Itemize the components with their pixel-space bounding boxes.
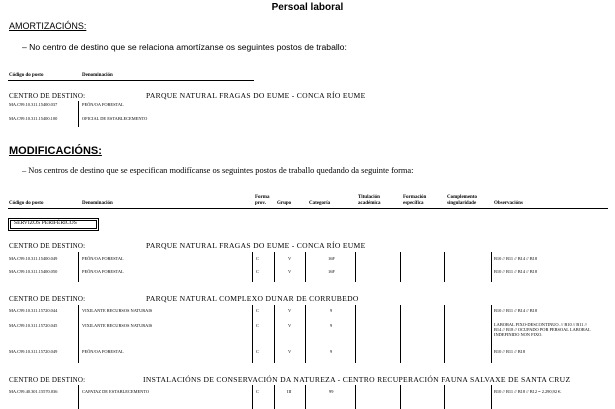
servizos-label: SERVIZOS PERIFÉRICOS bbox=[14, 220, 77, 226]
row-name: PEÓN/OA FORESTAL bbox=[82, 269, 124, 274]
row-categoria: 9 bbox=[330, 323, 333, 328]
row-code: MA.C99.10.311.15720.045 bbox=[9, 323, 58, 328]
row-observacions: B10 // B11 // B14 // B18 bbox=[494, 308, 538, 313]
mod-header-formacion bbox=[403, 195, 426, 207]
row-categoria: 9 bbox=[330, 308, 333, 313]
amort-centre-label: CENTRO DE DESTINO: bbox=[9, 92, 86, 100]
row-categoria: 16F bbox=[328, 269, 335, 274]
row-divider bbox=[400, 252, 401, 282]
row-divider bbox=[444, 305, 445, 363]
row-name: PEÓN/OA FORESTAL bbox=[82, 349, 124, 354]
mod-header-titulacion bbox=[358, 195, 381, 207]
row-divider bbox=[252, 385, 253, 409]
row-divider bbox=[78, 385, 79, 409]
amort-row-code: MA.C99.10.311.15400.037 bbox=[9, 102, 58, 107]
centre-label: CENTRO DE DESTINO: bbox=[9, 242, 86, 250]
row-forma: C bbox=[256, 349, 259, 354]
mod-header-grupo: Grupo bbox=[277, 201, 292, 206]
row-divider bbox=[305, 385, 306, 409]
amort-row-name: OFICIAL DE ESTABLECEMENTO bbox=[82, 116, 148, 121]
mod-header-complemento-line1: Complemento bbox=[447, 195, 477, 200]
row-observacions: B10 // B11 // B18 // B12 = 2.290,92 €. bbox=[494, 389, 562, 394]
row-name: VIXILANTE RECURSOS NATURAIS bbox=[82, 308, 153, 313]
centre-name: PARQUE NATURAL COMPLEXO DUNAR DE CORRUBEDO bbox=[146, 294, 359, 303]
row-grupo: V bbox=[288, 349, 292, 354]
centre-label: CENTRO DE DESTINO: bbox=[9, 376, 86, 384]
row-grupo: V bbox=[288, 269, 292, 274]
row-divider bbox=[252, 305, 253, 363]
mod-header-complemento-line2: singularidade bbox=[447, 201, 477, 206]
row-observacions: B10 // B11 // B14 // B18 bbox=[494, 269, 538, 274]
amortizacions-heading: AMORTIZACIÓNS: bbox=[9, 21, 87, 31]
amortizacions-intro: – No centro de destino que se relaciona amortízanse os seguintes postos de traballo: bbox=[22, 42, 347, 52]
row-divider bbox=[491, 252, 492, 282]
row-divider bbox=[305, 305, 306, 363]
row-divider bbox=[305, 252, 306, 282]
row-code: MA.C99.10.311.15400.049 bbox=[9, 256, 58, 261]
row-grupo: V bbox=[288, 256, 292, 261]
row-forma: C bbox=[256, 323, 259, 328]
row-divider bbox=[491, 385, 492, 409]
row-observacions: B10 // B11 // B18 bbox=[494, 349, 526, 354]
row-divider bbox=[78, 252, 79, 282]
row-grupo: III bbox=[287, 389, 292, 394]
row-divider bbox=[400, 385, 401, 409]
row-divider bbox=[355, 305, 356, 363]
row-divider bbox=[274, 252, 275, 282]
centre-name: PARQUE NATURAL FRAGAS DO EUME - CONCA RÍO EUME bbox=[146, 241, 366, 250]
row-divider bbox=[274, 305, 275, 363]
mod-header-code: Código do posto bbox=[9, 201, 44, 206]
mod-header-name: Denominación bbox=[82, 201, 113, 206]
row-divider bbox=[78, 305, 79, 363]
amort-centre-name: PARQUE NATURAL FRAGAS DO EUME - CONCA RÍO EUME bbox=[146, 91, 366, 100]
mod-header-forma bbox=[255, 195, 269, 207]
mod-header-rule bbox=[8, 208, 608, 209]
mod-header-titulacion-line1: Titulación bbox=[358, 195, 380, 200]
mod-header-forma-line1: Forma bbox=[255, 195, 270, 200]
row-code: MA.C99.10.311.15720.044 bbox=[9, 308, 58, 313]
mod-header-forma-line2: prov. bbox=[255, 201, 266, 206]
modificacions-intro: – Nos centros de destino que se especifican modifícanse os seguintes postos de traballo quedando da seguinte forma: bbox=[22, 166, 414, 175]
page-title: Persoal laboral bbox=[271, 2, 344, 13]
amort-divider bbox=[78, 101, 79, 127]
row-observacions: LABORAL FIXO-DESCONTINUO. // B10 // B11 // B14 // B18 // OCUPADO POR PERSOAL LABORAL INDEFINIDO NON FIXO. bbox=[494, 322, 591, 338]
row-grupo: V bbox=[288, 308, 292, 313]
mod-header-formacion-line1: Formación bbox=[403, 195, 427, 200]
mod-header-observacions: Observacións bbox=[494, 201, 523, 206]
row-name: PEÓN/OA FORESTAL bbox=[82, 256, 124, 261]
row-forma: C bbox=[256, 308, 259, 313]
amort-header-name: Denominación bbox=[82, 73, 113, 78]
row-divider bbox=[444, 385, 445, 409]
amort-row-code: MA.C99.10.311.15400.100 bbox=[9, 116, 58, 121]
row-divider bbox=[355, 252, 356, 282]
mod-header-categoria: Categoría bbox=[309, 201, 331, 206]
amort-header-code: Código do posto bbox=[9, 73, 44, 78]
row-name: CAPATAZ DE ESTABLECEMENTO bbox=[82, 389, 150, 394]
row-forma: C bbox=[256, 256, 259, 261]
row-forma: C bbox=[256, 389, 259, 394]
row-forma: C bbox=[256, 269, 259, 274]
row-observacions: B10 // B11 // B14 // B18 bbox=[494, 256, 538, 261]
row-categoria: 99 bbox=[329, 389, 334, 394]
mod-header-formacion-line2: específica bbox=[403, 201, 424, 206]
row-divider bbox=[444, 252, 445, 282]
row-categoria: 16F bbox=[328, 256, 335, 261]
row-name: VIXILANTE RECURSOS NATURAIS bbox=[82, 323, 153, 328]
row-categoria: 9 bbox=[330, 349, 333, 354]
row-divider bbox=[252, 252, 253, 282]
modificacions-heading: MODIFICACIÓNS: bbox=[9, 145, 102, 157]
centre-name: INSTALACIÓNS DE CONSERVACIÓN DA NATUREZA - CENTRO RECUPERACIÓN FAUNA SALVAXE DE SANTA CRUZ bbox=[143, 375, 571, 384]
row-divider bbox=[355, 385, 356, 409]
row-code: MA.C99.10.311.15400.050 bbox=[9, 269, 58, 274]
row-divider bbox=[491, 305, 492, 363]
mod-header-complemento bbox=[447, 195, 477, 207]
centre-label: CENTRO DE DESTINO: bbox=[9, 295, 86, 303]
amort-row-name: PEÓN/OA FORESTAL bbox=[82, 102, 124, 107]
row-divider bbox=[400, 305, 401, 363]
row-grupo: V bbox=[288, 323, 292, 328]
amort-header-rule bbox=[8, 80, 254, 81]
row-code: MA.C99.40.301.15570.036 bbox=[9, 389, 58, 394]
row-code: MA.C99.10.311.15720.049 bbox=[9, 349, 58, 354]
row-divider bbox=[274, 385, 275, 409]
mod-header-titulacion-line2: académica bbox=[358, 201, 381, 206]
